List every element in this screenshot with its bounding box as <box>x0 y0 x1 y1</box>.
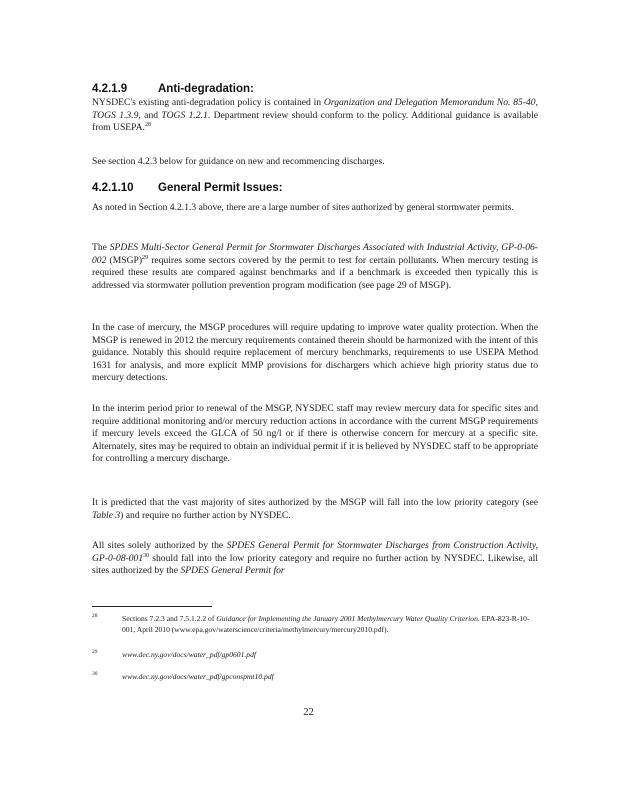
paragraph-msgp: The SPDES Multi-Sector General Permit for Stormwater Discharges Associated with Industrial Activity, GP-0-06-002 (MSGP)$^{29}$ requires some sectors covered by the permit to test for certain pollutants. When mercury testing is required these results are compared against benchmarks and if a benchmark is exceeded then typically this is addressed via stormwater pollution prevention program modification (see page 29 of MSGP). <box>92 242 538 291</box>
section-number: 4.2.1.10 <box>92 182 134 194</box>
paragraph-anti-degradation-policy: NYSDEC's existing anti-degradation policy is contained in Organization and Delegation Memorandum No. 85-40, TOGS 1.3.9, and TOGS 1.2.1. Department review should conform to the policy. Additional guidance is available from USEPA.$^{28}$ <box>92 97 538 134</box>
paragraph-see-section: See section 4.2.3 below for guidance on new and recommencing discharges. <box>92 156 385 167</box>
footnote-divider <box>92 606 212 607</box>
paragraph-general-stormwater: As noted in Section 4.2.1.3 above, there are a large number of sites authorized by general stormwater permits. <box>92 202 514 213</box>
section-number: 4.2.1.9 <box>92 83 128 95</box>
footnote-ref-28: 28 <box>144 122 151 128</box>
paragraph-mercury-msgp-update: In the case of mercury, the MSGP procedures will require updating to improve water quality protection. When the MSGP is renewed in 2012 the mercury requirements contained therein should be harmonized with the intent of this guidance. Notably this should require replacement of mercury benchmarks, requirements to use USEPA Method 1631 for analysis, and more explicit MMP provisions for dischargers which achieve high priority status due to mercury detections. <box>92 322 538 384</box>
paragraph-construction-permit: All sites solely authorized by the SPDES General Permit for Stormwater Discharges from Construction Activity, $GP-0-08-001^{30}$ should fall into the low priority category and require no further action by NYSDEC. Likewise, all sites authorized by the SPDES General Permit for <box>92 540 538 577</box>
paragraph-low-priority: It is predicted that the vast majority of sites authorized by the MSGP will fall into the low priority category (see Table 3) and require no further action by NYSDEC. <box>92 497 538 521</box>
paragraph-interim-period: In the interim period prior to renewal of the MSGP, NYSDEC staff may review mercury data for specific sites and require additional monitoring and/or mercury reduction actions in accordance with the current MSGP requirements if mercury levels exceed the GLCA of 50 ng/l or if there is otherwise concern for mercury at a specific site. Alternately, sites may be required to obtain an individual permit if it is believed by NYSDEC staff to be appropriate for controlling a mercury discharge. <box>92 403 538 465</box>
section-title: General Permit Issues: <box>158 182 283 194</box>
footnote-ref-30: 30 <box>143 552 150 559</box>
footnote-number: 30 <box>92 671 98 677</box>
page-number: 22 <box>303 707 314 718</box>
footnote-ref-29: 29 <box>142 254 149 261</box>
footnote-28: 28 Sections 7.2.3 and 7.5.1.2.2 of Guidance for Implementing the January 2001 Methylmercury Water Quality Criterion. EPA-823-R-10-001, April 2010 (www.epa.gov/waterscience/criteria/methylmercury/mercury2010.pdf). <box>92 613 530 634</box>
section-heading-anti-degradation <box>92 83 254 95</box>
footnote-link: www.dec.ny.gov/docs/water_pdf/gp0601.pdf <box>122 650 257 659</box>
footnote-number: 28 <box>92 613 98 619</box>
footnote-link: www.dec.ny.gov/docs/water_pdf/gpconspmt10.pdf <box>122 672 274 681</box>
footnote-29 <box>92 650 538 661</box>
section-heading-general-permit-issues <box>92 182 283 194</box>
section-title: Anti-degradation: <box>158 83 254 95</box>
footnote-number: 29 <box>92 649 98 655</box>
footnote-30 <box>92 672 538 683</box>
